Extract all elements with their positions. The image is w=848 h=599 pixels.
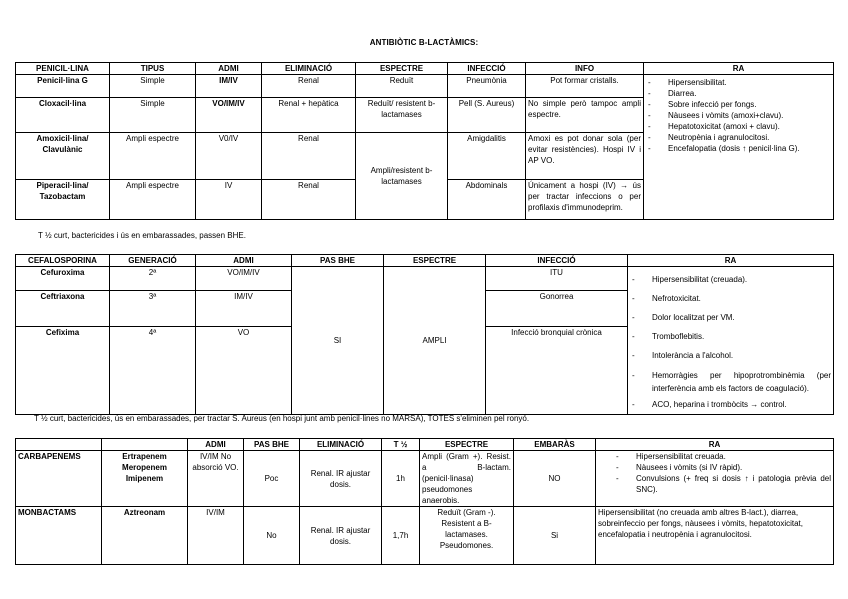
drug-admin: VO/IM/IV	[196, 267, 292, 291]
column-header: INFECCIÓ	[448, 63, 526, 75]
column-header: PAS BHE	[244, 439, 300, 451]
half-life: 1h	[382, 451, 420, 507]
table-row	[16, 451, 834, 507]
table-row	[16, 267, 834, 291]
adverse-reaction: - Hemorràgies per hipoprotrombinèmia (per interferència amb els factors de coagulació).	[642, 369, 831, 395]
bbb-passage: SI	[292, 267, 384, 415]
drug-type: Simple	[110, 75, 196, 98]
adverse-reaction: - Nefrotoxicitat.	[642, 289, 831, 308]
drug-info: No simple però tampoc ampli espectre.	[526, 98, 644, 133]
bbb-passage: No	[244, 507, 300, 565]
drug-type: Simple	[110, 98, 196, 133]
adverse-reaction: - Hipersensibilitat.	[658, 77, 831, 88]
drug-spectrum: Ampli/resistent b-lactamases	[356, 133, 448, 220]
column-header: ELIMINACIÓ	[262, 63, 356, 75]
drug-admin: IV	[196, 180, 262, 220]
column-header: INFO	[526, 63, 644, 75]
column-header: ESPECTRE	[384, 255, 486, 267]
column-header: CEFALOSPORINA	[16, 255, 110, 267]
column-header: GENERACIÓ	[110, 255, 196, 267]
drug-elimination: Renal	[262, 180, 356, 220]
drug-admin: VO	[196, 327, 292, 415]
drug-name: Amoxicil·lina/ Clavulànic	[16, 133, 110, 180]
drug-generation: 2ª	[110, 267, 196, 291]
adverse-reaction: - Nàusees i vòmits (si IV ràpid).	[626, 462, 831, 473]
column-header: ADMI	[188, 439, 244, 451]
adverse-reaction: - Hepatotoxicitat (amoxi + clavu).	[658, 121, 831, 132]
table-row	[16, 507, 834, 565]
drug-generation: 3ª	[110, 291, 196, 327]
drug-type: Ampli espectre	[110, 180, 196, 220]
page-title: ANTIBIÒTIC B-LACTÀMICS:	[369, 38, 479, 47]
cephalosporin-note: T ½ curt, bactericides, ús en embarassades, per tractar S. Aureus (en hospi junt amb penicil·lines no MARSA), TOTES s'eliminen pel ronyó.	[34, 414, 530, 423]
table-row	[16, 75, 834, 98]
drug-group: MONBACTAMS	[16, 507, 102, 565]
drug-names: Aztreonam	[102, 507, 188, 565]
drug-infection: ITU	[486, 267, 628, 291]
drug-admin: V0/IV	[196, 133, 262, 180]
drug-name: Piperacil·lina/ Tazobactam	[16, 180, 110, 220]
drug-infection: Amigdalitis	[448, 133, 526, 180]
adverse-reactions-text: Hipersensibilitat (no creuada amb altres B-lact.), diarrea, sobreinfeccio per fongs, nàusees i vòmits, hepatotoxicitat, encefalopatia i neutropènia i agranulocitosi.	[596, 507, 834, 565]
column-header: ELIMINACIÓ	[300, 439, 382, 451]
drug-admin: IM/IV	[196, 75, 262, 98]
column-header: RA	[628, 255, 834, 267]
drug-name: Cefuroxima	[16, 267, 110, 291]
table-header-row	[16, 63, 834, 75]
drug-spectrum: Reduït	[356, 75, 448, 98]
half-life: 1,7h	[382, 507, 420, 565]
drug-spectrum: Ampli (Gram +). Resist. a B-lactam. (penicil·linasa) pseudomones anaerobis.	[420, 451, 514, 507]
drug-infection: Pneumònia	[448, 75, 526, 98]
column-header: ESPECTRE	[356, 63, 448, 75]
drug-infection: Infecció bronquial crònica	[486, 327, 628, 415]
drug-elimination: Renal	[262, 75, 356, 98]
pregnancy: NO	[514, 451, 596, 507]
drug-infection: Gonorrea	[486, 291, 628, 327]
drug-elimination: Renal	[262, 133, 356, 180]
column-header: PENICIL·LINA	[16, 63, 110, 75]
adverse-reaction: - Intolerància a l'alcohol.	[642, 346, 831, 365]
column-header: PAS BHE	[292, 255, 384, 267]
table-header-row	[16, 255, 834, 267]
drug-info: Pot formar cristalls.	[526, 75, 644, 98]
table-header-row	[16, 439, 834, 451]
drug-spectrum: AMPLI	[384, 267, 486, 415]
penicillin-table	[15, 62, 834, 220]
column-header: T ½	[382, 439, 420, 451]
adverse-reactions-cell	[628, 267, 834, 415]
drug-generation: 4ª	[110, 327, 196, 415]
drug-elimination: Renal. IR ajustar dosis.	[300, 451, 382, 507]
drug-admin: VO/IM/IV	[196, 98, 262, 133]
drug-infection: Abdominals	[448, 180, 526, 220]
adverse-reaction: - Hipersensibilitat (creuada).	[642, 270, 831, 289]
adverse-reaction: - Nàusees i vòmits (amoxi+clavu).	[658, 110, 831, 121]
drug-name: Cefixima	[16, 327, 110, 415]
pregnancy: Si	[514, 507, 596, 565]
drug-name: Cloxacil·lina	[16, 98, 110, 133]
adverse-reaction: - Encefalopatia (dosis ↑ penicil·lina G).	[658, 143, 831, 154]
adverse-reaction: - Diarrea.	[658, 88, 831, 99]
drug-info: Amoxi es pot donar sola (per evitar resistències). Hospi IV i AP VO.	[526, 133, 644, 180]
drug-name: Penicil·lina G	[16, 75, 110, 98]
column-header: ESPECTRE	[420, 439, 514, 451]
drug-info: Únicament a hospi (IV) → ús per tractar infeccions o per profilaxis d'immunodeprim.	[526, 180, 644, 220]
adverse-reaction: - Hipersensibilitat creuada.	[626, 451, 831, 462]
adverse-reaction-sub: - ACO, heparina i trombòcits → control.	[642, 395, 831, 414]
drug-type: Ampli espectre	[110, 133, 196, 180]
drug-elimination: Renal + hepàtica	[262, 98, 356, 133]
penicillin-note: T ½ curt, bactericides i ús en embarassades, passen BHE.	[38, 231, 246, 240]
cephalosporin-table	[15, 254, 834, 415]
column-header: TIPUS	[110, 63, 196, 75]
carbapenem-monobactam-table	[15, 438, 834, 565]
drug-infection: Pell (S. Aureus)	[448, 98, 526, 133]
drug-elimination: Renal. IR ajustar dosis.	[300, 507, 382, 565]
drug-admin: IV/IM	[188, 507, 244, 565]
adverse-reaction: - Sobre infecció per fongs.	[658, 99, 831, 110]
drug-admin: IM/IV	[196, 291, 292, 327]
column-header: RA	[596, 439, 834, 451]
adverse-reaction: - Convulsions (+ freq si dosis ↑ i patologia prèvia del SNC).	[626, 473, 831, 495]
adverse-reactions-cell	[596, 451, 834, 507]
column-header: RA	[644, 63, 834, 75]
column-header: EMBARÀS	[514, 439, 596, 451]
adverse-reaction: - Tromboflebitis.	[642, 327, 831, 346]
adverse-reactions-cell	[644, 75, 834, 220]
drug-spectrum: Reduït/ resistent b-lactamases	[356, 98, 448, 133]
column-header: INFECCIÓ	[486, 255, 628, 267]
column-header: ADMI	[196, 255, 292, 267]
drug-names: Ertrapenem Meropenem Imipenem	[102, 451, 188, 507]
bbb-passage: Poc	[244, 451, 300, 507]
adverse-reaction: - Neutropènia i agranulocitosi.	[658, 132, 831, 143]
drug-spectrum: Reduït (Gram -). Resistent a B-lactamases. Pseudomones.	[420, 507, 514, 565]
column-header	[16, 439, 102, 451]
drug-name: Ceftriaxona	[16, 291, 110, 327]
drug-group: CARBAPENEMS	[16, 451, 102, 507]
adverse-reaction: - Dolor localitzat per VM.	[642, 308, 831, 327]
column-header: ADMI	[196, 63, 262, 75]
drug-admin: IV/IM No absorció VO.	[188, 451, 244, 507]
column-header	[102, 439, 188, 451]
